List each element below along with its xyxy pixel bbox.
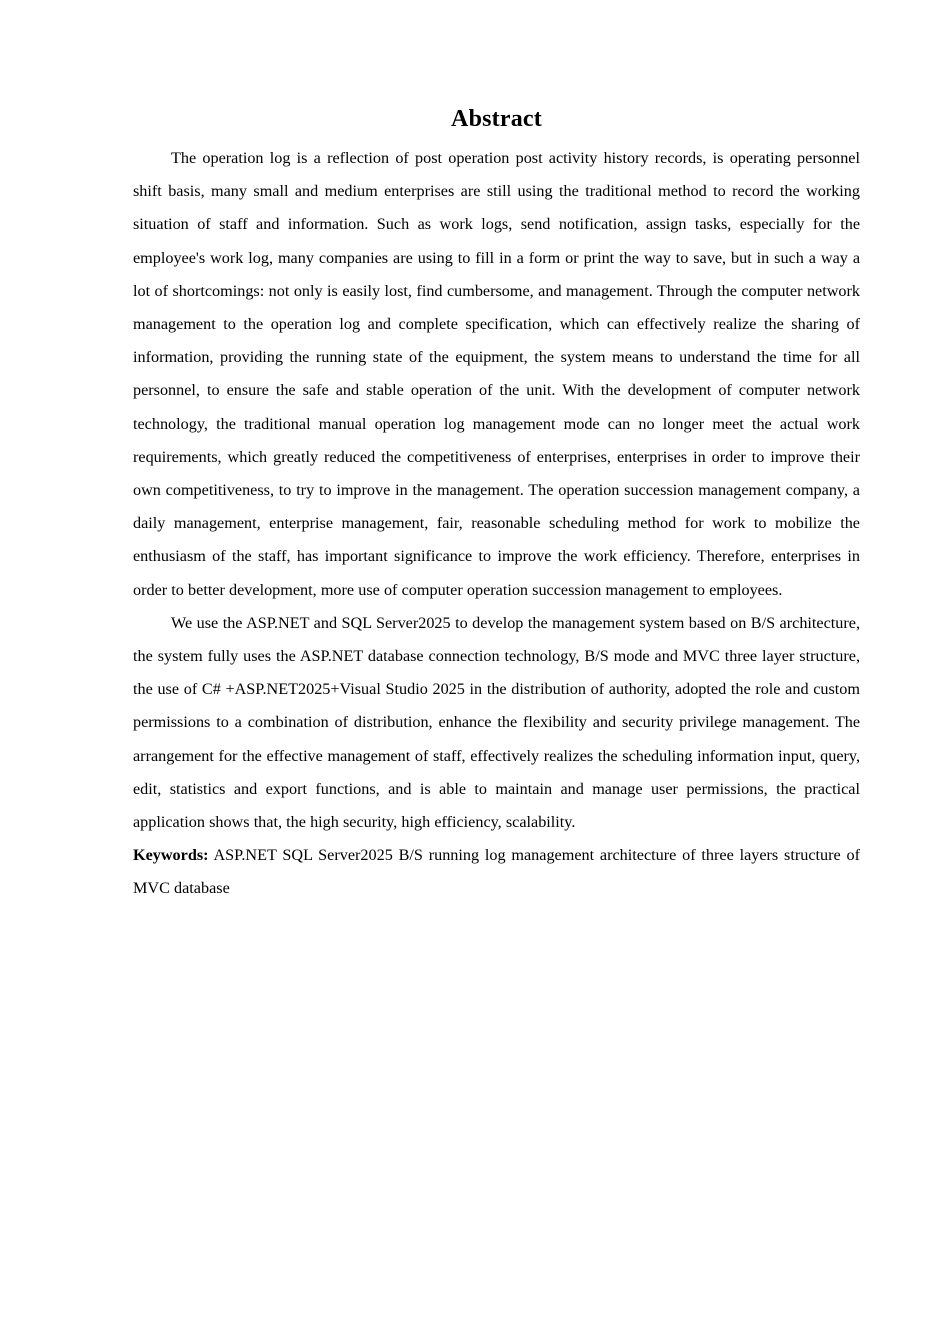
keywords-line xyxy=(133,839,860,905)
keywords-label: Keywords: xyxy=(133,846,209,865)
page-title: Abstract xyxy=(451,106,542,132)
keywords-value: ASP.NET SQL Server2025 B/S running log management architecture of three layers structure of MVC database xyxy=(133,846,860,898)
abstract-paragraph-1: The operation log is a reflection of post operation post activity history records, is operating personnel shift basis, many small and medium enterprises are still using the traditional method to record the working situation of staff and information. Such as work logs, send notification, assign tasks, especially for the employee's work log, many companies are using to fill in a form or print the way to save, but in such a way a lot of shortcomings: not only is easily lost, find cumbersome, and management. Through the computer network management to the operation log and complete specification, which can effectively realize the sharing of information, providing the running state of the equipment, the system means to understand the time for all personnel, to ensure the safe and stable operation of the unit. With the development of computer network technology, the traditional manual operation log management mode can no longer meet the actual work requirements, which greatly reduced the competitiveness of enterprises, enterprises in order to improve their own competitiveness, to try to improve in the management. The operation succession management company, a daily management, enterprise management, fair, reasonable scheduling method for work to mobilize the enthusiasm of the staff, has important significance to improve the work efficiency. Therefore, enterprises in order to better development, more use of computer operation succession management to employees. xyxy=(133,149,860,599)
abstract-paragraph-2: We use the ASP.NET and SQL Server2025 to develop the management system based on B/S architecture, the system fully uses the ASP.NET database connection technology, B/S mode and MVC three layer structure, the use of C# +ASP.NET2025+Visual Studio 2025 in the distribution of authority, adopted the role and custom permissions to a combination of distribution, enhance the flexibility and security privilege management. The arrangement for the effective management of staff, effectively realizes the scheduling information input, query, edit, statistics and export functions, and is able to maintain and manage user permissions, the practical application shows that, the high security, high efficiency, scalability. xyxy=(133,613,860,832)
document-body xyxy=(133,100,860,906)
